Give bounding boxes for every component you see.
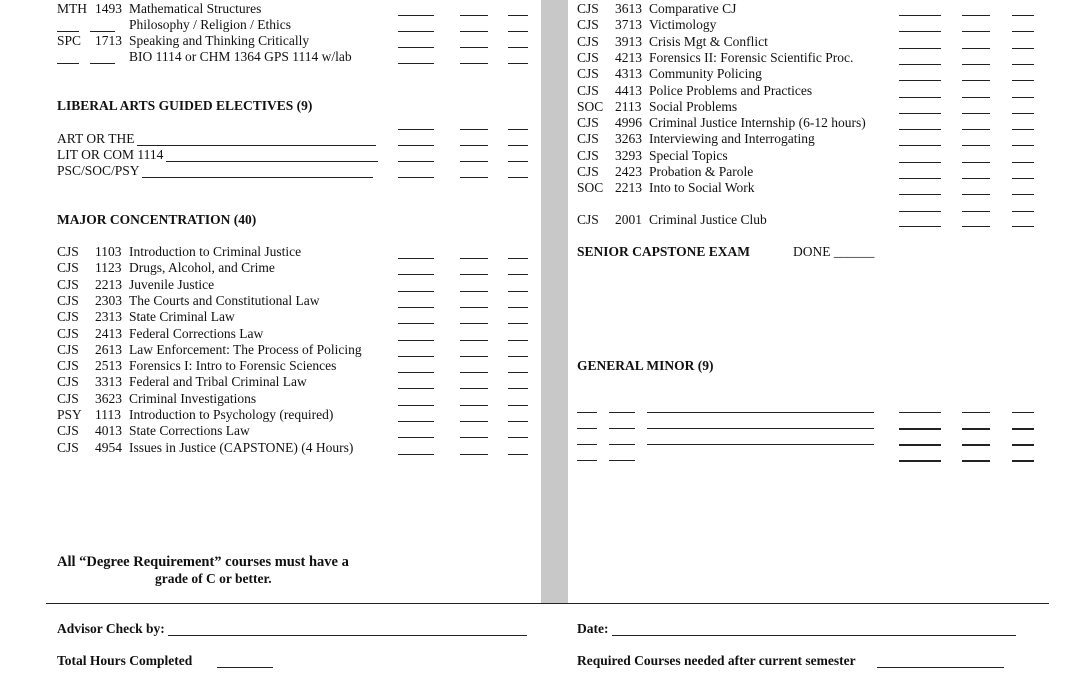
grade-blank[interactable] (899, 113, 941, 114)
grade-blank[interactable] (398, 15, 434, 16)
major-course-code: CJS (57, 423, 79, 439)
date-blank[interactable] (612, 635, 1016, 636)
semester-blank[interactable] (460, 340, 488, 341)
major-course-code: CJS (57, 325, 79, 341)
hours-blank[interactable] (1012, 444, 1034, 446)
major-course-code: CJS (57, 244, 79, 259)
major-course-title: Introduction to Psychology (required) (129, 407, 334, 422)
major-course-title: Criminal Investigations (129, 390, 257, 406)
elective-course-code: CJS (577, 82, 599, 98)
core-course-title: Mathematical Structures (129, 1, 262, 16)
grade-blank[interactable] (899, 226, 941, 227)
elective-course-title: Crisis Mgt & Conflict (649, 33, 768, 49)
semester-blank[interactable] (460, 274, 488, 275)
major-course-title: Federal and Tribal Criminal Law (129, 374, 307, 390)
capstone-heading: SENIOR CAPSTONE EXAM (577, 244, 751, 259)
elective-blank[interactable] (142, 177, 373, 178)
major-course-code: CJS (57, 358, 79, 374)
major-course-number: 4013 (95, 423, 122, 439)
grade-blank[interactable] (899, 129, 941, 130)
hours-blank[interactable] (508, 307, 528, 308)
core-course-number: 1713 (95, 33, 122, 48)
hours-blank[interactable] (1012, 211, 1034, 212)
elective-course-code: SOC (577, 98, 604, 114)
minor-code-blank[interactable] (577, 412, 597, 413)
grade-blank[interactable] (398, 340, 434, 341)
hours-blank[interactable] (1012, 460, 1034, 462)
elective-label: ART OR THE (57, 131, 135, 146)
grade-blank[interactable] (398, 145, 434, 146)
core-course-code-blank[interactable] (57, 31, 79, 32)
major-course-title: Federal Corrections Law (129, 325, 264, 341)
grade-blank[interactable] (899, 211, 941, 212)
grade-blank[interactable] (899, 162, 941, 163)
minor-title-blank[interactable] (647, 444, 874, 445)
grade-blank[interactable] (398, 437, 434, 438)
major-course-number: 2303 (95, 292, 122, 308)
major-course-code: CJS (57, 309, 79, 325)
core-course-code: MTH (57, 1, 87, 16)
elective-course-code: CJS (577, 66, 599, 82)
semester-blank[interactable] (460, 405, 488, 406)
semester-blank[interactable] (962, 226, 990, 227)
semester-blank[interactable] (460, 15, 488, 16)
major-course-number: 3313 (95, 374, 122, 390)
hours-blank[interactable] (508, 323, 528, 324)
grade-blank[interactable] (899, 31, 941, 32)
hours-blank[interactable] (508, 421, 528, 422)
core-course-title: Philosophy / Religion / Ethics (129, 17, 292, 32)
grade-blank[interactable] (398, 291, 434, 292)
elective-course-code: CJS (577, 33, 599, 49)
major-course-title: Law Enforcement: The Process of Policing (129, 341, 362, 357)
semester-blank[interactable] (962, 113, 990, 114)
grade-blank[interactable] (899, 194, 941, 195)
elective-course-code: CJS (577, 1, 599, 16)
hours-blank[interactable] (508, 145, 528, 146)
elective-course-number: 3913 (615, 33, 642, 49)
grade-blank[interactable] (398, 323, 434, 324)
semester-blank[interactable] (962, 64, 990, 65)
hours-blank[interactable] (1012, 226, 1034, 227)
major-course-number: 1113 (95, 407, 121, 422)
capstone-done: DONE ______ (793, 244, 875, 259)
semester-blank[interactable] (460, 388, 488, 389)
major-course-title: Issues in Justice (CAPSTONE) (4 Hours) (129, 439, 354, 455)
total-hours-label: Total Hours Completed (57, 653, 193, 668)
grade-blank[interactable] (899, 80, 941, 81)
grade-blank[interactable] (899, 444, 941, 446)
elective-course-code: CJS (577, 131, 599, 147)
major-course-title: State Criminal Law (129, 309, 235, 325)
elective-course-number: 3613 (615, 1, 642, 16)
hours-blank[interactable] (1012, 145, 1034, 146)
hours-blank[interactable] (1012, 15, 1034, 16)
hours-blank[interactable] (508, 356, 528, 357)
hours-blank[interactable] (508, 372, 528, 373)
major-course-code: CJS (57, 292, 79, 308)
elective-course-title: Police Problems and Practices (649, 82, 813, 98)
major-course-code: CJS (57, 260, 79, 276)
major-course-number: 2513 (95, 358, 122, 374)
footer-rule (46, 603, 1049, 604)
grade-blank[interactable] (899, 145, 941, 146)
elective-course-title: Probation & Parole (649, 164, 754, 179)
semester-blank[interactable] (962, 178, 990, 179)
hours-blank[interactable] (1012, 129, 1034, 130)
major-course-title: Juvenile Justice (129, 276, 215, 292)
major-course-number: 2413 (95, 325, 122, 341)
minor-heading: GENERAL MINOR (9) (577, 358, 714, 373)
major-heading: MAJOR CONCENTRATION (40) (57, 212, 257, 227)
minor-num-blank[interactable] (609, 460, 635, 461)
semester-blank[interactable] (962, 460, 990, 462)
grade-blank[interactable] (899, 428, 941, 430)
core-course-num-blank[interactable] (90, 31, 115, 32)
hours-blank[interactable] (1012, 162, 1034, 163)
core-course-number: 1493 (95, 1, 122, 16)
grade-blank[interactable] (899, 178, 941, 179)
elective-blank[interactable] (166, 161, 378, 162)
core-course-title: Speaking and Thinking Critically (129, 33, 310, 48)
major-course-number: 1123 (95, 260, 122, 276)
advisor-label: Advisor Check by: (57, 621, 165, 636)
minor-title-blank[interactable] (647, 428, 874, 429)
semester-blank[interactable] (962, 97, 990, 98)
major-course-code: CJS (57, 276, 79, 292)
minor-code-blank[interactable] (577, 428, 597, 429)
hours-blank[interactable] (508, 177, 528, 178)
hours-blank[interactable] (1012, 412, 1034, 413)
semester-blank[interactable] (962, 412, 990, 413)
hours-blank[interactable] (508, 31, 528, 32)
major-course-number: 2213 (95, 276, 122, 292)
semester-blank[interactable] (962, 194, 990, 195)
major-course-code: CJS (57, 341, 79, 357)
grade-blank[interactable] (899, 460, 941, 462)
semester-blank[interactable] (460, 145, 488, 146)
elective-course-code: CJS (577, 49, 599, 65)
elective-course-title: Victimology (649, 17, 717, 33)
semester-blank[interactable] (460, 372, 488, 373)
grade-blank[interactable] (398, 63, 434, 64)
core-course-code-blank[interactable] (57, 63, 79, 64)
semester-blank[interactable] (460, 161, 488, 162)
elective-course-number: 2423 (615, 164, 642, 179)
hours-blank[interactable] (508, 437, 528, 438)
semester-blank[interactable] (962, 80, 990, 81)
hours-blank[interactable] (508, 63, 528, 64)
elective-course-number: 3263 (615, 131, 642, 147)
major-course-title: Forensics I: Intro to Forensic Sciences (129, 358, 337, 374)
core-course-code: SPC (57, 33, 82, 48)
column-divider (541, 0, 568, 603)
elective-course-number: 4213 (615, 49, 642, 65)
club-course-number: 2001 (615, 212, 642, 227)
elective-course-number: 2113 (615, 98, 642, 114)
hours-blank[interactable] (508, 161, 528, 162)
major-course-number: 3623 (95, 390, 122, 406)
required-courses-label: Required Courses needed after current semester (577, 653, 856, 668)
semester-blank[interactable] (962, 15, 990, 16)
hours-blank[interactable] (1012, 80, 1034, 81)
semester-blank[interactable] (460, 258, 488, 259)
semester-blank[interactable] (460, 291, 488, 292)
hours-blank[interactable] (508, 258, 528, 259)
minor-num-blank[interactable] (609, 428, 635, 429)
semester-blank[interactable] (460, 421, 488, 422)
grade-blank[interactable] (398, 307, 434, 308)
semester-blank[interactable] (460, 323, 488, 324)
liberal-arts-heading: LIBERAL ARTS GUIDED ELECTIVES (9) (57, 98, 313, 113)
grade-blank[interactable] (398, 31, 434, 32)
semester-blank[interactable] (460, 177, 488, 178)
major-course-title: State Corrections Law (129, 423, 250, 439)
hours-blank[interactable] (1012, 64, 1034, 65)
major-course-code: CJS (57, 374, 79, 390)
hours-blank[interactable] (508, 15, 528, 16)
hours-blank[interactable] (1012, 428, 1034, 430)
semester-blank[interactable] (460, 454, 488, 455)
grade-blank[interactable] (398, 454, 434, 455)
major-course-number: 2313 (95, 309, 122, 325)
semester-blank[interactable] (962, 211, 990, 212)
semester-blank[interactable] (962, 428, 990, 430)
hours-blank[interactable] (1012, 178, 1034, 179)
hours-blank[interactable] (508, 405, 528, 406)
semester-blank[interactable] (962, 31, 990, 32)
grade-blank[interactable] (398, 405, 434, 406)
elective-course-number: 3293 (615, 147, 642, 163)
major-course-title: Drugs, Alcohol, and Crime (129, 260, 275, 276)
hours-blank[interactable] (1012, 194, 1034, 195)
elective-course-code: SOC (577, 180, 604, 196)
elective-blank[interactable] (137, 145, 376, 146)
advisor-blank[interactable] (168, 635, 527, 636)
grade-blank[interactable] (398, 258, 434, 259)
elective-course-code: CJS (577, 147, 599, 163)
hours-blank[interactable] (1012, 113, 1034, 114)
semester-blank[interactable] (962, 162, 990, 163)
grade-blank[interactable] (398, 274, 434, 275)
hours-blank[interactable] (508, 454, 528, 455)
elective-label: LIT OR COM 1114 (57, 147, 164, 162)
hours-blank[interactable] (1012, 31, 1034, 32)
minor-code-blank[interactable] (577, 444, 597, 445)
grade-note: All “Degree Requirement” courses must have a (57, 554, 349, 570)
major-course-number: 1103 (95, 244, 122, 259)
core-course-num-blank[interactable] (90, 63, 115, 64)
elective-course-code: CJS (577, 164, 599, 179)
grade-blank[interactable] (398, 421, 434, 422)
hours-blank[interactable] (508, 129, 528, 130)
grade-blank[interactable] (398, 356, 434, 357)
hours-blank[interactable] (508, 47, 528, 48)
semester-blank[interactable] (460, 63, 488, 64)
core-course-title: BIO 1114 or CHM 1364 GPS 1114 w/lab (129, 49, 352, 64)
grade-blank[interactable] (899, 64, 941, 65)
grade-blank[interactable] (398, 129, 434, 130)
major-course-title: Introduction to Criminal Justice (129, 244, 302, 259)
elective-course-title: Community Policing (649, 66, 762, 82)
hours-blank[interactable] (1012, 97, 1034, 98)
hours-blank[interactable] (508, 388, 528, 389)
semester-blank[interactable] (962, 444, 990, 446)
required-courses-blank[interactable] (877, 667, 1004, 668)
semester-blank[interactable] (962, 145, 990, 146)
semester-blank[interactable] (460, 437, 488, 438)
grade-blank[interactable] (899, 412, 941, 413)
minor-num-blank[interactable] (609, 444, 635, 445)
major-course-code: CJS (57, 439, 79, 455)
grade-blank[interactable] (398, 177, 434, 178)
semester-blank[interactable] (460, 356, 488, 357)
date-label: Date: (577, 621, 609, 636)
elective-course-title: Special Topics (649, 147, 728, 163)
elective-course-number: 4313 (615, 66, 642, 82)
elective-course-code: CJS (577, 17, 599, 33)
grade-note-line2: grade of C or better. (155, 571, 272, 586)
semester-blank[interactable] (962, 48, 990, 49)
elective-course-number: 2213 (615, 180, 642, 196)
grade-blank[interactable] (398, 161, 434, 162)
hours-blank[interactable] (1012, 48, 1034, 49)
elective-course-title: Interviewing and Interrogating (649, 131, 815, 147)
elective-course-number: 4996 (615, 115, 642, 131)
major-course-number: 4954 (95, 439, 122, 455)
elective-course-title: Social Problems (649, 98, 738, 114)
elective-course-title: Comparative CJ (649, 1, 737, 16)
semester-blank[interactable] (460, 31, 488, 32)
major-course-code: PSY (57, 407, 82, 422)
major-course-title: The Courts and Constitutional Law (129, 292, 320, 308)
hours-blank[interactable] (508, 340, 528, 341)
grade-blank[interactable] (398, 388, 434, 389)
elective-course-number: 3713 (615, 17, 642, 33)
hours-blank[interactable] (508, 274, 528, 275)
elective-label: PSC/SOC/PSY (57, 163, 140, 178)
grade-blank[interactable] (899, 15, 941, 16)
elective-course-code: CJS (577, 115, 599, 131)
semester-blank[interactable] (460, 129, 488, 130)
major-course-code: CJS (57, 390, 79, 406)
minor-num-blank[interactable] (609, 412, 635, 413)
grade-blank[interactable] (398, 47, 434, 48)
minor-code-blank[interactable] (577, 460, 597, 461)
elective-course-title: Forensics II: Forensic Scientific Proc. (649, 49, 854, 65)
elective-course-title: Criminal Justice Internship (6-12 hours) (649, 115, 866, 131)
elective-course-title: Into to Social Work (649, 180, 755, 196)
club-course-title: Criminal Justice Club (649, 212, 767, 227)
major-course-number: 2613 (95, 341, 122, 357)
elective-course-number: 4413 (615, 82, 642, 98)
semester-blank[interactable] (460, 307, 488, 308)
minor-title-blank[interactable] (647, 412, 874, 413)
semester-blank[interactable] (460, 47, 488, 48)
grade-blank[interactable] (899, 48, 941, 49)
hours-blank[interactable] (508, 291, 528, 292)
semester-blank[interactable] (962, 129, 990, 130)
grade-blank[interactable] (899, 97, 941, 98)
club-course-code: CJS (577, 212, 599, 227)
total-hours-blank[interactable] (217, 667, 273, 668)
grade-blank[interactable] (398, 372, 434, 373)
